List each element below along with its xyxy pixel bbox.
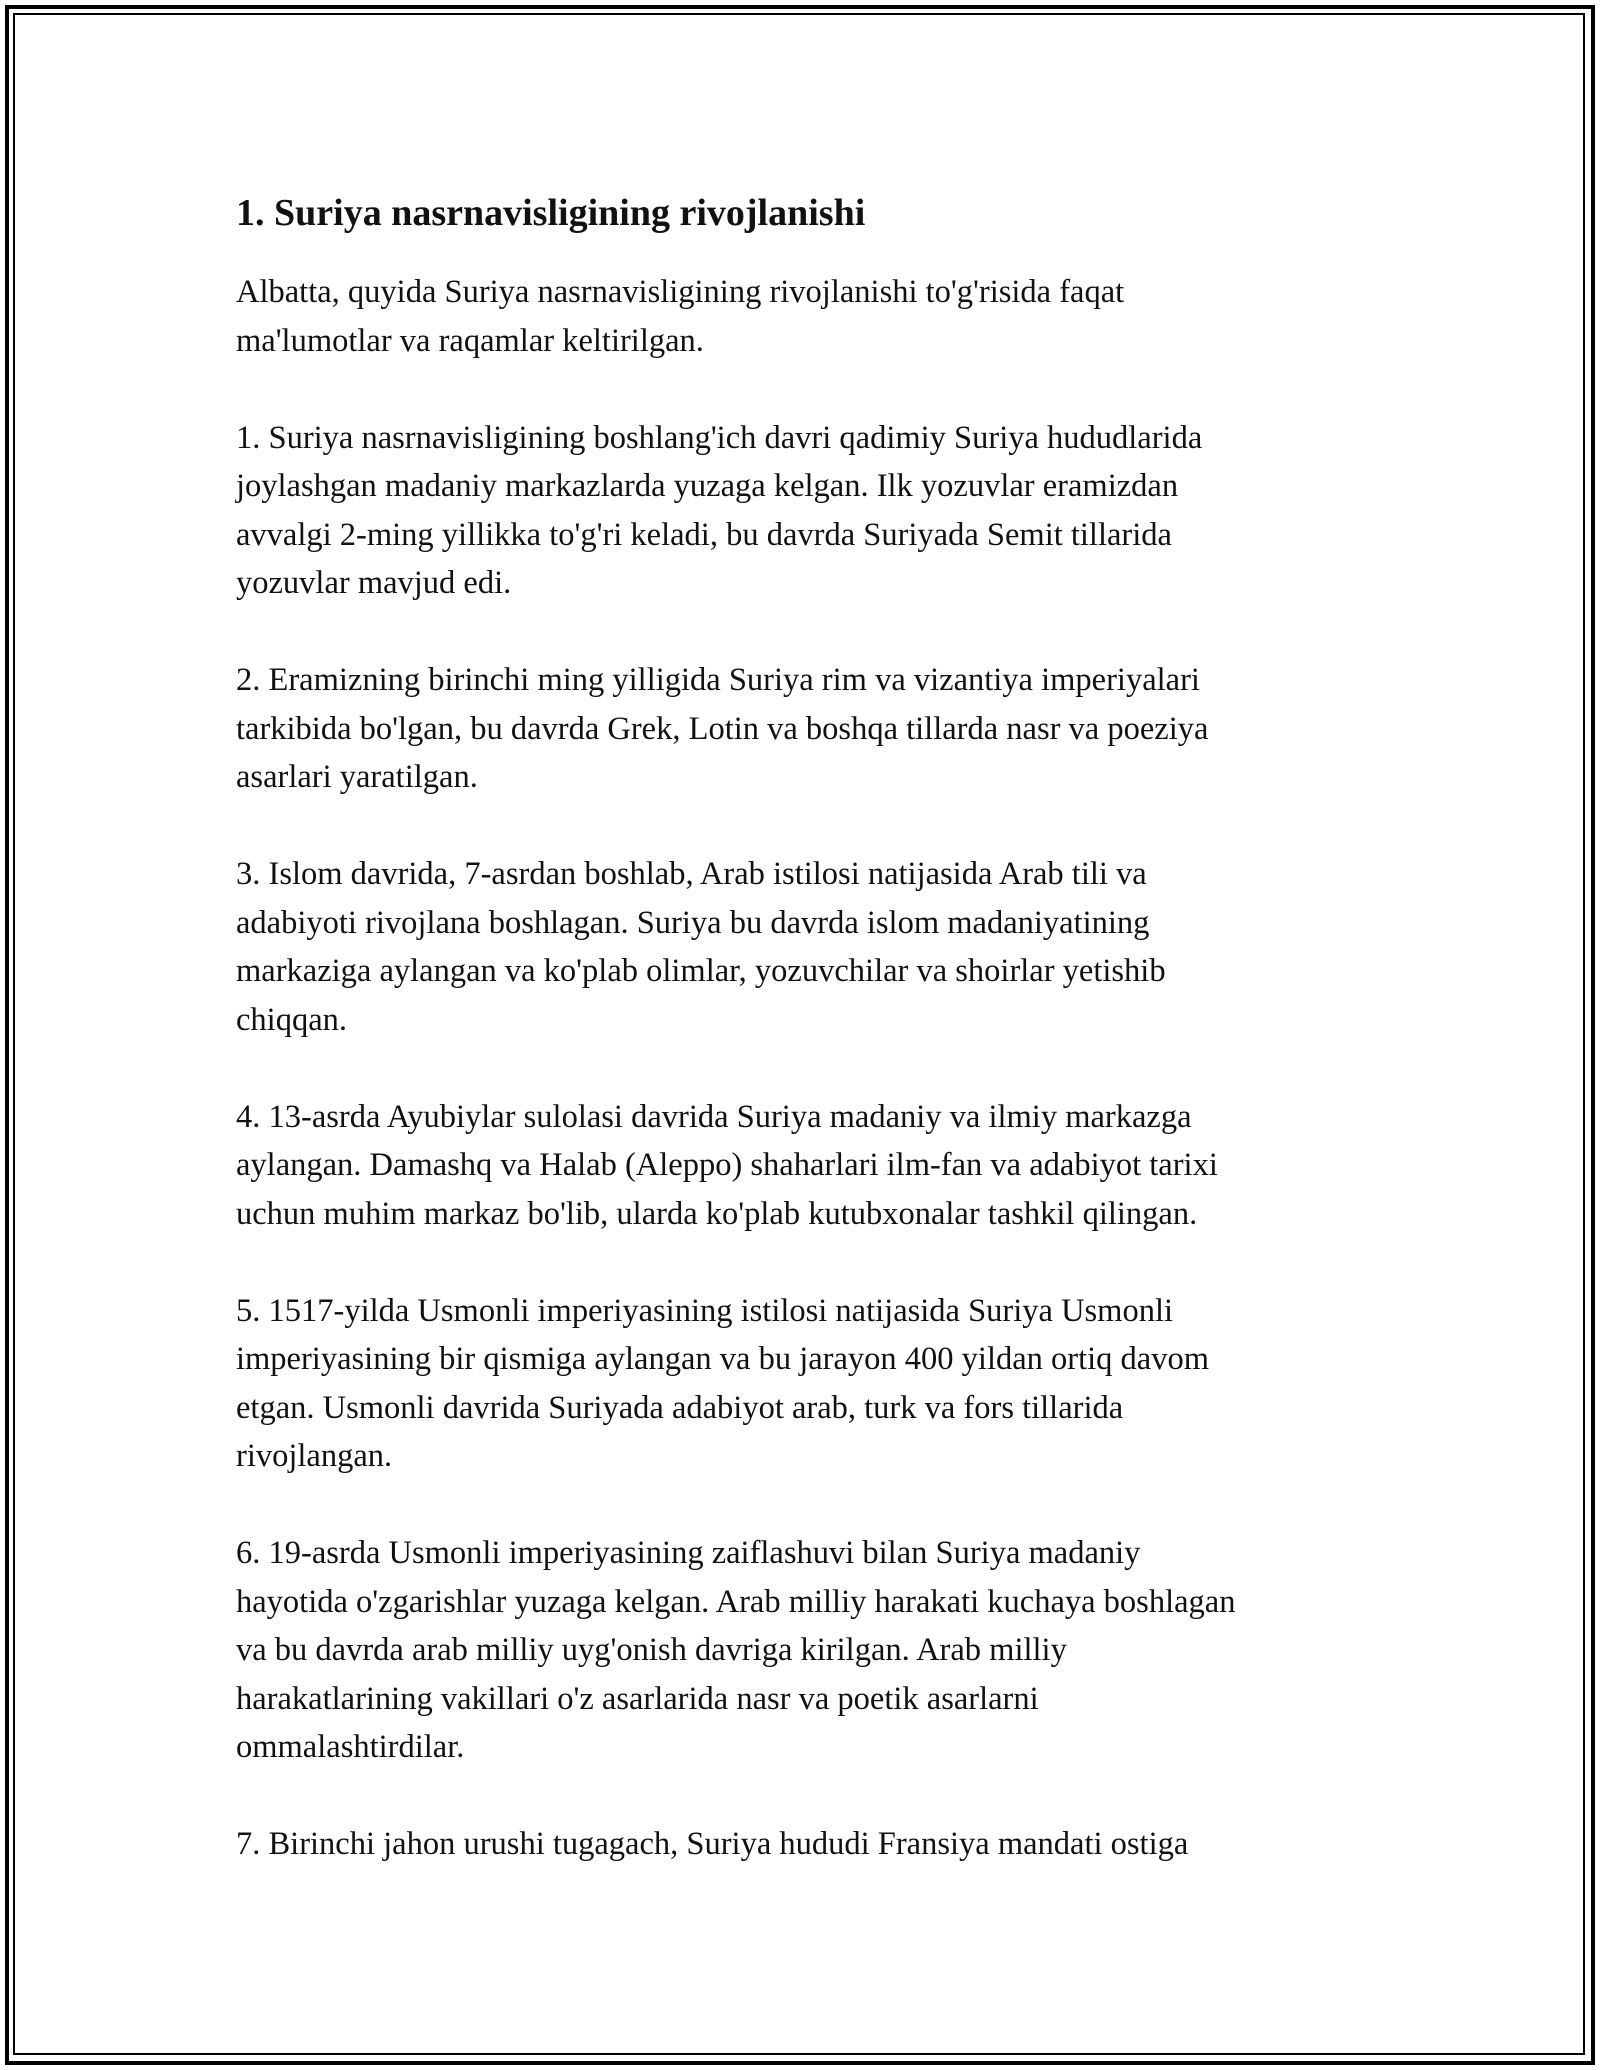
paragraph-3: 3. Islom davrida, 7-asrdan boshlab, Arab istilosi natijasida Arab tili va adabiyoti rivojlana boshlagan. Suriya bu davrda islom madaniyatining markaziga aylangan va ko'plab olimlar, yozuvchilar va shoirlar yetishib chiqqan. bbox=[236, 856, 1166, 1038]
paragraph-7: 7. Birinchi jahon urushi tugagach, Suriya hududi Fransiya mandati ostiga bbox=[236, 1826, 1189, 1862]
paragraph-2: 2. Eramizning birinchi ming yilligida Suriya rim va vizantiya imperiyalari tarkibida bo'lgan, bu davrda Grek, Lotin va boshqa tillarda nasr va poeziya asarlari yaratilgan. bbox=[236, 662, 1209, 795]
paragraph-4: 4. 13-asrda Ayubiylar sulolasi davrida Suriya madaniy va ilmiy markazga aylangan. Damashq va Halab (Aleppo) shaharlari ilm-fan va adabiyot tarixi uchun muhim markaz bo'lib, ularda ko'plab kutubxonalar tashkil qilingan. bbox=[236, 1098, 1218, 1232]
document-title: 1. Suriya nasrnavisligining rivojlanishi bbox=[236, 192, 866, 234]
paragraph-6: 6. 19-asrda Usmonli imperiyasining zaiflashuvi bilan Suriya madaniy hayotida o'zgarishlar yuzaga kelgan. Arab milliy harakati kuchaya boshlagan va bu davrda arab milliy uyg'onish davriga kirilgan. Arab milliy harakatlarining vakillari o'z asarlarida nasr va poetik asarlarni ommalashtirdilar. bbox=[236, 1535, 1236, 1765]
paragraph-5: 5. 1517-yilda Usmonli imperiyasining istilosi natijasida Suriya Usmonli imperiyasining bir qismiga aylangan va bu jarayon 400 yildan ortiq davom etgan. Usmonli davrida Suriyada adabiyot arab, turk va fors tillarida rivojlangan. bbox=[236, 1292, 1209, 1474]
paragraph-1: 1. Suriya nasrnavisligining boshlang'ich davri qadimiy Suriya hududlarida joylashgan madaniy markazlarda yuzaga kelgan. Ilk yozuvlar eramizdan avvalgi 2-ming yillikka to'g'ri keladi, bu davrda Suriyada Semit tillarida yozuvlar mavjud edi. bbox=[236, 419, 1203, 601]
intro-paragraph: Albatta, quyida Suriya nasrnavisligining rivojlanishi to'g'risida faqat ma'lumotlar va raqamlar keltirilgan. bbox=[236, 274, 1125, 359]
document-body bbox=[236, 188, 1386, 1917]
